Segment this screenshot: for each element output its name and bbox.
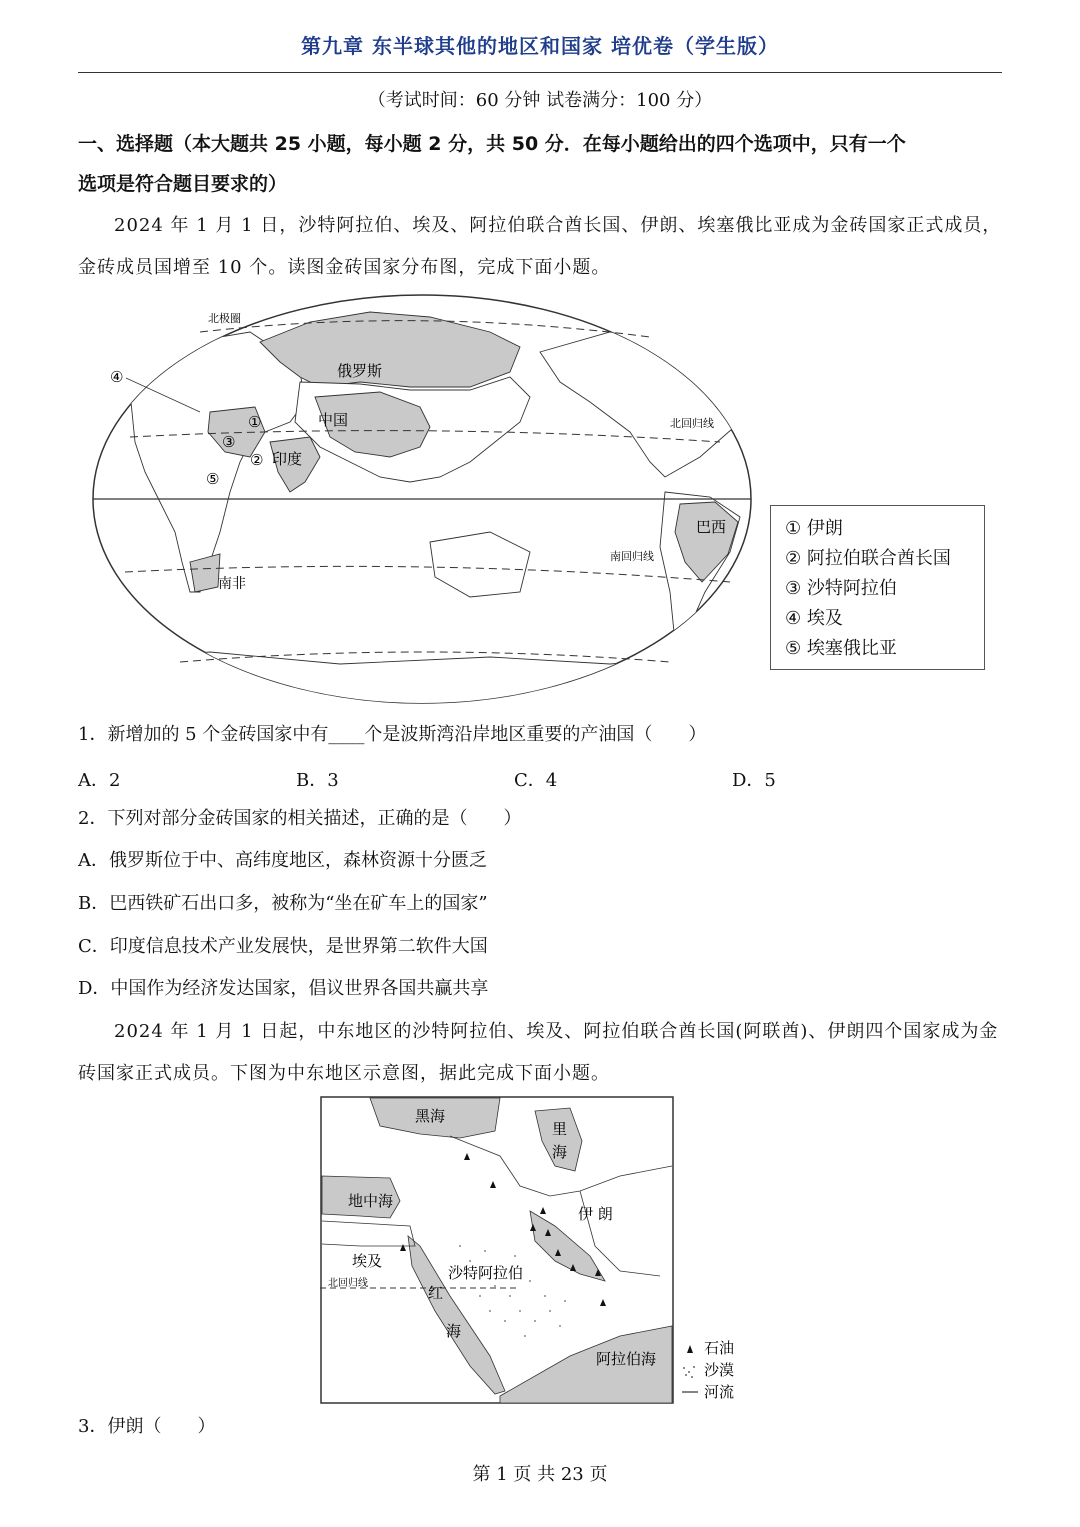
q2-option-a[interactable]: A．俄罗斯位于中、高纬度地区，森林资源十分匮乏 <box>78 850 487 871</box>
q1-option-c[interactable]: C．4 <box>514 770 558 791</box>
legend-oil-label: 石油 <box>704 1339 735 1357</box>
marker-1: ① <box>248 413 262 431</box>
page-header-title: 第九章 东半球其他的地区和国家 培优卷（学生版） <box>301 34 779 58</box>
q1-option-d[interactable]: D．5 <box>732 770 776 791</box>
section-title-line2: 选项是符合题目要求的） <box>78 173 288 195</box>
question-1-stem: 1．新增加的 5 个金砖国家中有____个是波斯湾沿岸地区重要的产油国（ ） <box>78 724 707 745</box>
section-title <box>78 124 1008 204</box>
mediterranean-label: 地中海 <box>348 1192 394 1210</box>
tropic-of-capricorn-label: 南回归线 <box>610 550 654 563</box>
section-title-line1: 一、选择题（本大题共 25 小题，每小题 2 分，共 50 分．在每小题给出的四个选项中，只有一个 <box>78 133 906 155</box>
legend-desert-label: 沙漠 <box>704 1361 735 1379</box>
india-label: 印度 <box>272 450 303 468</box>
q1-option-b[interactable]: B．3 <box>296 770 339 791</box>
antarctica-landmass <box>90 652 755 707</box>
q1-option-a[interactable]: A．2 <box>78 770 121 791</box>
marker-3: ③ <box>222 433 236 451</box>
marker-5: ⑤ <box>206 470 220 488</box>
black-sea-label: 黑海 <box>415 1107 446 1125</box>
intro-paragraph-1: 2024 年 1 月 1 日，沙特阿拉伯、埃及、阿拉伯联合酋长国、伊朗、埃塞俄比亚成为金砖国家正式成员，金砖成员国增至 10 个。读图金砖国家分布图，完成下面小题。 <box>78 215 1002 278</box>
intro-paragraph-2: 2024 年 1 月 1 日起，中东地区的沙特阿拉伯、埃及、阿拉伯联合酋长国(阿联酋)、伊朗四个国家成为金砖国家正式成员。下图为中东地区示意图，据此完成下面小题。 <box>78 1021 999 1084</box>
q2-option-c[interactable]: C．印度信息技术产业发展快，是世界第二软件大国 <box>78 936 488 957</box>
caspian-label-2: 海 <box>552 1143 568 1161</box>
legend-river-label: 河流 <box>704 1383 735 1401</box>
egypt-label: 埃及 <box>352 1252 383 1270</box>
world-map-legend <box>770 505 985 670</box>
question-3-stem: 3．伊朗（ ） <box>78 1416 216 1437</box>
brics-world-map <box>90 292 755 707</box>
marker-4: ④ <box>110 368 124 386</box>
legend-item-saudi: ③ 沙特阿拉伯 <box>785 578 897 599</box>
south-africa-label: 南非 <box>218 576 246 592</box>
caspian-label-1: 里 <box>552 1120 568 1138</box>
iran-label: 伊 朗 <box>578 1205 613 1223</box>
red-sea-label-1: 红 <box>428 1284 444 1302</box>
question-1-options <box>78 766 1004 794</box>
legend-item-ethiopia: ⑤ 埃塞俄比亚 <box>785 638 897 659</box>
legend-item-uae: ② 阿拉伯联合酋长国 <box>785 548 951 569</box>
question-2-stem: 2．下列对部分金砖国家的相关描述，正确的是（ ） <box>78 808 522 829</box>
legend-item-iran: ① 伊朗 <box>785 518 843 539</box>
legend-desert-icon <box>683 1366 695 1378</box>
header-divider <box>78 72 1002 73</box>
me-tropic-label: 北回归线 <box>328 1278 368 1289</box>
arabian-sea-label: 阿拉伯海 <box>596 1350 657 1368</box>
saudi-label: 沙特阿拉伯 <box>448 1264 524 1282</box>
page-footer: 第 1 页 共 23 页 <box>472 1464 608 1485</box>
arctic-circle-label: 北极圈 <box>208 312 241 325</box>
russia-label: 俄罗斯 <box>337 362 383 380</box>
tropic-of-cancer-label: 北回归线 <box>670 417 714 430</box>
china-label: 中国 <box>318 411 349 429</box>
brazil-label: 巴西 <box>696 518 727 536</box>
red-sea-label-2: 海 <box>446 1322 462 1340</box>
legend-item-egypt: ④ 埃及 <box>785 608 843 629</box>
q2-option-d[interactable]: D．中国作为经济发达国家，倡议世界各国共赢共享 <box>78 978 489 999</box>
exam-info: （考试时间：60 分钟 试卷满分：100 分） <box>367 90 713 111</box>
legend-oil-icon <box>687 1345 693 1353</box>
marker-2: ② <box>250 451 264 469</box>
middle-east-map <box>320 1096 740 1404</box>
q2-option-b[interactable]: B．巴西铁矿石出口多，被称为“坐在矿车上的国家” <box>78 893 488 914</box>
